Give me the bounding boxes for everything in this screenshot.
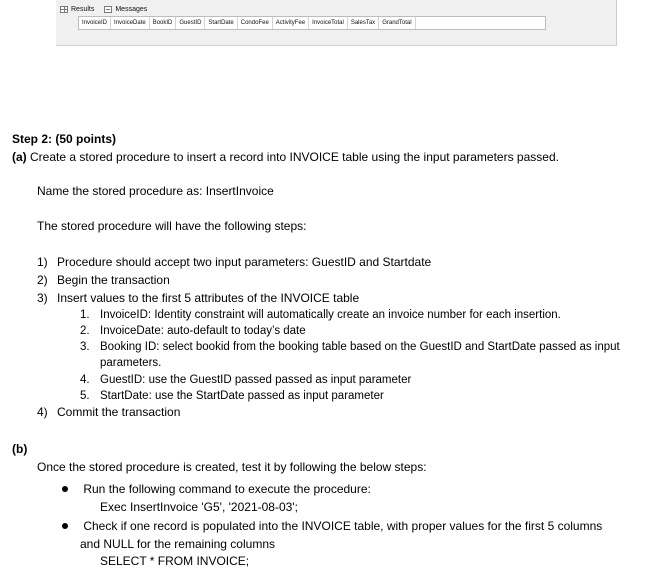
list-item <box>37 404 180 420</box>
column-header[interactable]: InvoiceTotal <box>309 17 348 29</box>
part-b-label: (b) <box>12 442 28 456</box>
column-header[interactable]: ActivityFee <box>273 17 309 29</box>
column-header[interactable]: InvoiceDate <box>111 17 150 29</box>
column-header[interactable]: SalesTax <box>348 17 379 29</box>
list-number: 3) <box>37 291 48 305</box>
sub-list-item <box>80 372 411 388</box>
sub-list-item <box>80 323 306 339</box>
steps-intro: The stored procedure will have the following steps: <box>37 219 307 233</box>
sub-list-number: 1. <box>80 309 90 321</box>
bullet-icon <box>62 523 68 529</box>
list-number: 2) <box>37 273 48 287</box>
bullet-text: Check if one record is populated into the INVOICE table, with proper values for the first 5 columns <box>83 519 603 533</box>
list-number: 4) <box>37 405 48 419</box>
part-a-text: Create a stored procedure to insert a record into INVOICE table using the input parameters passed. <box>30 150 559 164</box>
procedure-name-line: Name the stored procedure as: InsertInvoice <box>37 184 274 198</box>
column-header[interactable]: GuestID <box>176 17 205 29</box>
column-header[interactable]: StartDate <box>205 17 237 29</box>
tab-messages-label: Messages <box>115 5 148 13</box>
sub-list-number: 2. <box>80 325 90 337</box>
bullet-icon <box>62 486 68 492</box>
bullet-continuation: and NULL for the remaining columns <box>80 537 275 551</box>
list-item <box>37 290 359 306</box>
bullet-item <box>62 481 371 497</box>
sub-list-continuation: parameters. <box>100 357 162 369</box>
code-line: SELECT * FROM INVOICE; <box>100 554 250 568</box>
list-item <box>37 254 431 270</box>
sub-list-number: 5. <box>80 390 90 402</box>
sub-list-text: InvoiceDate: auto-default to today’s date <box>100 325 306 337</box>
list-number: 1) <box>37 255 48 269</box>
column-header[interactable]: BookID <box>150 17 177 29</box>
sub-list-number: 4. <box>80 374 90 386</box>
list-text: Commit the transaction <box>57 405 181 419</box>
part-b-intro: Once the stored procedure is created, test it by following the below steps: <box>37 460 427 474</box>
part-a <box>12 149 559 165</box>
sub-list-item <box>80 339 620 355</box>
sub-list-item <box>80 307 561 323</box>
bullet-text: Run the following command to execute the procedure: <box>83 482 371 496</box>
list-text: Procedure should accept two input parameters: GuestID and Startdate <box>57 255 432 269</box>
column-header[interactable]: CondoFee <box>238 17 273 29</box>
code-line: Exec InsertInvoice 'G5', '2021-08-03'; <box>100 500 298 514</box>
sub-list-number: 3. <box>80 341 90 353</box>
list-item <box>37 272 170 288</box>
sub-list-text: InvoiceID: Identity constraint will automatically create an invoice number for each insertion. <box>100 309 561 321</box>
sub-list-item <box>80 388 384 404</box>
tab-results-label: Results <box>71 5 95 13</box>
list-text: Begin the transaction <box>57 273 170 287</box>
column-header[interactable]: InvoiceID <box>79 17 111 29</box>
column-header[interactable]: GrandTotal <box>379 17 415 29</box>
list-text: Insert values to the first 5 attributes of the INVOICE table <box>57 291 360 305</box>
sub-list-text: Booking ID: select bookid from the booking table based on the GuestID and StartDate passed as input <box>100 341 620 353</box>
sub-list-text: GuestID: use the GuestID passed passed as input parameter <box>100 374 412 386</box>
part-a-label: (a) <box>12 150 27 164</box>
step-heading: Step 2: (50 points) <box>12 132 117 146</box>
bullet-item <box>62 518 602 534</box>
sub-list-text: StartDate: use the StartDate passed as input parameter <box>100 390 384 402</box>
